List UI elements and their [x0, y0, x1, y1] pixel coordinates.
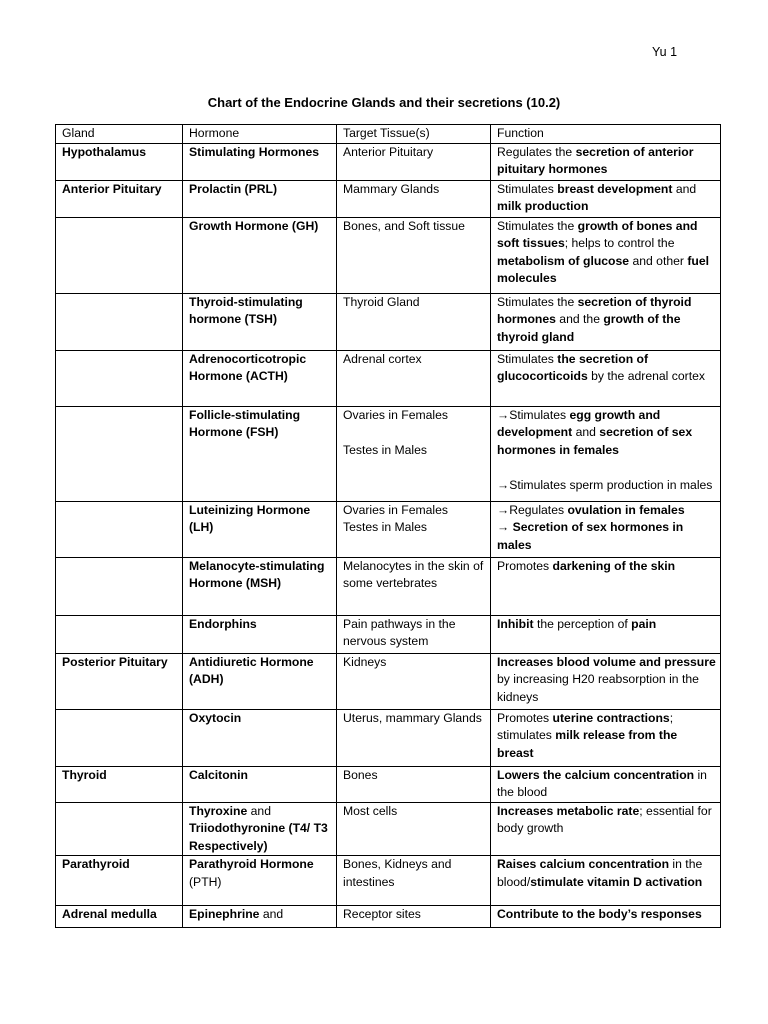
text-run: by increasing H20 reabsorption in the kidneys — [497, 672, 699, 704]
bold-text: Prolactin (PRL) — [189, 181, 278, 196]
function-cell — [491, 406, 721, 501]
target-tissue-text: Testes in Males — [343, 520, 427, 534]
bold-text: uterine contractions — [552, 710, 670, 725]
text-run: and — [259, 907, 284, 921]
function-cell — [491, 293, 721, 350]
gland-cell: Hypothalamus — [56, 143, 183, 180]
gland-cell — [56, 217, 183, 293]
target-tissue-text: Uterus, mammary Glands — [343, 710, 482, 725]
page-number-header: Yu 1 — [652, 45, 678, 59]
target-tissue-cell — [337, 406, 491, 501]
target-tissue-text: Anterior Pituitary — [343, 144, 434, 159]
text-run: Stimulates — [497, 351, 558, 366]
bold-text: Oxytocin — [189, 710, 242, 725]
target-tissue-cell — [337, 856, 491, 906]
bold-text: Increases blood volume and pressure — [497, 654, 716, 669]
table-row — [56, 709, 721, 766]
bold-text: Thyroxine — [189, 803, 248, 818]
target-tissue-text: Ovaries in Females — [343, 502, 448, 517]
hormone-cell — [183, 217, 337, 293]
table-row — [56, 180, 721, 217]
target-tissue-text: Most cells — [343, 803, 398, 818]
table-row — [56, 906, 721, 928]
target-tissue-cell — [337, 501, 491, 557]
hormone-cell — [183, 615, 337, 653]
function-cell — [491, 217, 721, 293]
bold-text: Endorphins — [189, 616, 257, 631]
function-cell — [491, 802, 721, 856]
text-run: by the adrenal cortex — [587, 369, 705, 383]
text-run: Promotes — [497, 558, 553, 573]
function-cell — [491, 906, 721, 928]
hormone-cell — [183, 501, 337, 557]
bold-text: secretion of thyroid hormones — [497, 294, 692, 326]
bold-text: Stimulating Hormones — [189, 144, 320, 159]
table-row — [56, 802, 721, 856]
target-tissue-cell — [337, 906, 491, 928]
bold-text: fuel molecules — [497, 253, 710, 285]
text-run: the perception of — [533, 616, 632, 631]
gland-cell: Thyroid — [56, 766, 183, 802]
bold-text: ovulation in females — [567, 502, 685, 517]
function-cell — [491, 180, 721, 217]
bold-text: Raises calcium concentration — [497, 857, 670, 871]
table-header-row — [56, 125, 721, 144]
hormone-cell — [183, 293, 337, 350]
gland-cell — [56, 350, 183, 406]
hormone-cell — [183, 709, 337, 766]
table-row — [56, 501, 721, 557]
text-run: Stimulates the — [497, 294, 578, 309]
text-run: Regulates the — [497, 144, 576, 159]
hormone-cell — [183, 350, 337, 406]
text-run: Promotes — [497, 710, 553, 725]
text-run: in the blood/ — [497, 857, 703, 889]
column-header-target-tissue: Target Tissue(s) — [337, 125, 491, 144]
bold-text: Triiodothyronine (T4/ T3 Respectively) — [189, 821, 328, 853]
table-row — [56, 406, 721, 501]
function-cell — [491, 350, 721, 406]
bold-text: Lowers the calcium concentration — [497, 767, 695, 782]
bold-text: secretion of anterior pituitary hormones — [497, 144, 694, 176]
hormone-cell — [183, 906, 337, 928]
table-row — [56, 856, 721, 906]
target-tissue-text: Bones, and Soft tissue — [343, 218, 465, 233]
bold-text: Growth Hormone (GH) — [189, 218, 319, 233]
text-run: Stimulates — [497, 181, 558, 196]
text-run: ; helps to control the — [564, 236, 675, 250]
target-tissue-text: Mammary Glands — [343, 181, 440, 196]
bold-text: darkening of the skin — [552, 558, 676, 573]
text-run: (PTH) — [189, 874, 222, 889]
target-tissue-text: Bones — [343, 767, 378, 782]
function-line — [497, 502, 716, 520]
bold-text: growth of bones and soft tissues — [497, 218, 698, 250]
bold-text: the secretion of glucocorticoids — [497, 351, 649, 383]
bold-text: Contribute to the body’s responses — [497, 907, 702, 921]
bold-text: secretion of sex hormones in females — [497, 425, 693, 457]
target-tissue-cell — [337, 143, 491, 180]
target-tissue-cell — [337, 217, 491, 293]
gland-cell: Posterior Pituitary — [56, 653, 183, 709]
text-run: and other — [629, 253, 688, 268]
target-tissue-cell — [337, 557, 491, 615]
text-run: and — [572, 425, 600, 439]
target-tissue-text: Pain pathways in the nervous system — [343, 616, 456, 648]
bold-text: Inhibit — [497, 616, 534, 631]
text-run: ; stimulates — [497, 710, 674, 742]
target-tissue-text: Melanocytes in the skin of some vertebrates — [343, 558, 484, 590]
text-run: and the — [555, 312, 604, 326]
text-run: and — [247, 803, 271, 818]
hormone-cell — [183, 653, 337, 709]
table-row — [56, 557, 721, 615]
text-run: →Stimulates sperm production in males — [497, 477, 713, 492]
function-cell — [491, 709, 721, 766]
gland-cell — [56, 557, 183, 615]
gland-cell — [56, 615, 183, 653]
target-tissue-text: Bones, Kidneys and intestines — [343, 857, 452, 889]
gland-cell — [56, 406, 183, 501]
target-tissue-text: Testes in Males — [343, 442, 427, 457]
bold-text: Melanocyte-stimulating Hormone (MSH) — [189, 558, 325, 590]
column-header-hormone: Hormone — [183, 125, 337, 144]
gland-cell — [56, 802, 183, 856]
target-tissue-cell — [337, 350, 491, 406]
target-tissue-text — [343, 424, 486, 442]
gland-cell — [56, 501, 183, 557]
hormone-cell — [183, 180, 337, 217]
text-run: Stimulates the — [497, 218, 578, 233]
column-header-function: Function — [491, 125, 721, 144]
bold-text: pain — [631, 616, 657, 631]
document-title: Chart of the Endocrine Glands and their secretions (10.2) — [207, 95, 561, 110]
function-cell — [491, 501, 721, 557]
hormone-cell — [183, 802, 337, 856]
gland-cell — [56, 293, 183, 350]
bold-text: Thyroid-stimulating hormone (TSH) — [189, 294, 303, 326]
function-cell — [491, 615, 721, 653]
table-row — [56, 143, 721, 180]
target-tissue-text: Kidneys — [343, 654, 387, 669]
hormone-cell — [183, 856, 337, 906]
bold-text: egg growth and development — [497, 407, 661, 439]
bold-text: → Secretion of sex hormones in males — [497, 520, 684, 552]
column-header-gland: Gland — [56, 125, 183, 144]
bold-text: breast development — [557, 181, 673, 196]
text-run: ; essential for body growth — [497, 803, 712, 835]
function-line — [497, 407, 716, 460]
target-tissue-cell — [337, 615, 491, 653]
bold-text: growth of the thyroid gland — [497, 312, 681, 344]
gland-cell — [56, 709, 183, 766]
bold-text: Increases metabolic rate — [497, 803, 640, 818]
bold-text: Luteinizing Hormone (LH) — [189, 502, 311, 534]
text-run: and — [672, 181, 697, 196]
bold-text: Follicle-stimulating Hormone (FSH) — [189, 407, 301, 439]
target-tissue-cell — [337, 293, 491, 350]
function-line — [497, 477, 716, 495]
hormone-cell — [183, 766, 337, 802]
target-tissue-cell — [337, 653, 491, 709]
hormone-cell — [183, 143, 337, 180]
bold-text: Parathyroid Hormone — [189, 857, 314, 871]
target-tissue-cell — [337, 709, 491, 766]
function-cell — [491, 856, 721, 906]
bold-text: stimulate vitamin D activation — [530, 874, 703, 889]
target-tissue-cell — [337, 802, 491, 856]
hormone-cell — [183, 557, 337, 615]
gland-cell: Anterior Pituitary — [56, 180, 183, 217]
table-row — [56, 766, 721, 802]
function-cell — [491, 557, 721, 615]
gland-cell: Parathyroid — [56, 856, 183, 906]
table-row — [56, 293, 721, 350]
text-run: →Regulates — [497, 502, 568, 517]
target-tissue-cell — [337, 180, 491, 217]
target-tissue-cell — [337, 766, 491, 802]
bold-text: Adrenocorticotropic Hormone (ACTH) — [189, 351, 307, 383]
endocrine-table — [55, 124, 721, 928]
text-run: →Stimulates — [497, 407, 570, 422]
bold-text: Calcitonin — [189, 767, 248, 782]
bold-text: Antidiuretic Hormone (ADH) — [189, 654, 314, 686]
bold-text: metabolism of glucose — [497, 253, 630, 268]
hormone-cell — [183, 406, 337, 501]
table-row — [56, 653, 721, 709]
function-line — [497, 519, 716, 554]
target-tissue-text: Receptor sites — [343, 907, 421, 921]
table-row — [56, 350, 721, 406]
bold-text: milk production — [497, 199, 589, 213]
target-tissue-text: Thyroid Gland — [343, 294, 420, 309]
text-run: in the blood — [497, 767, 707, 799]
target-tissue-text: Adrenal cortex — [343, 351, 422, 366]
function-cell — [491, 143, 721, 180]
function-cell — [491, 653, 721, 709]
target-tissue-text: Ovaries in Females — [343, 407, 448, 422]
gland-cell: Adrenal medulla — [56, 906, 183, 928]
table-row — [56, 217, 721, 293]
function-cell — [491, 766, 721, 802]
bold-text: milk release from the breast — [497, 728, 678, 760]
bold-text: Epinephrine — [189, 907, 260, 921]
table-row — [56, 615, 721, 653]
